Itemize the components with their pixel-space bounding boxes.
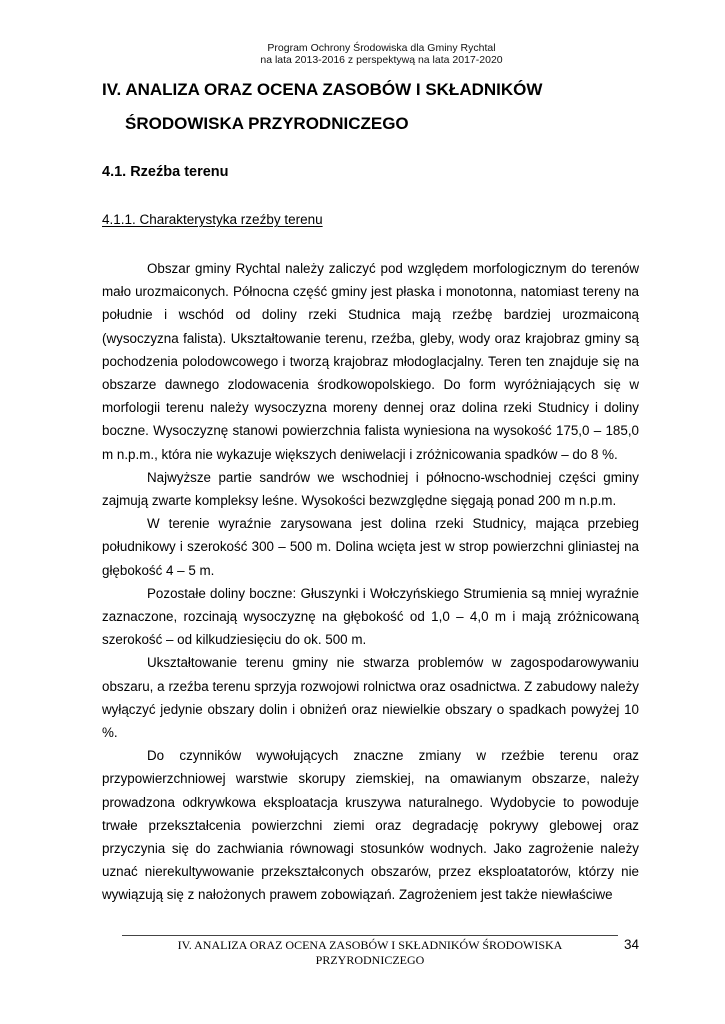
paragraph: Najwyższe partie sandrów we wschodniej i północno-wschodniej części gminy zajmują zwarte kompleksy leśne. Wysokości bezwzględne sięgają ponad 200 m n.p.m.: [102, 469, 639, 509]
paragraph: Obszar gminy Rychtal należy zaliczyć pod względem morfologicznym do terenów mało urozmaiconych. Północna część gminy jest płaska i monotonna, natomiast tereny na południe i wschód od doliny rzeki Studnica mają rzeźbę bardziej urozmaiconą (wysoczyzna falista). Ukształtowanie terenu, rzeźba, gleby, wody oraz krajobraz gminy są pochodzenia polodowcowego i tworzą krajobraz młodoglacjalny. Teren ten znajduje się na obszarze dawnego zlodowacenia środkowopolskiego. Do form wyróżniających się w morfologii terenu należy wysoczyzna moreny dennej oraz dolina rzeki Studnicy i doliny boczne. Wysoczyznę stanowi powierzchnia falista wyniesiona na wysokość 175,0 – 185,0 m n.p.m., która nie wykazuje większych deniwelacji i zróżnicowania spadków – do 8 %.: [102, 261, 639, 462]
running-footer: [122, 938, 618, 968]
page-number: 34: [624, 937, 640, 952]
header-line-1: Program Ochrony Środowiska dla Gminy Rychtal: [267, 42, 496, 54]
header-line-2: na lata 2013-2016 z perspektywą na lata 2017-2020: [260, 54, 503, 66]
footer-line-1: IV. ANALIZA ORAZ OCENA ZASOBÓW I SKŁADNIKÓW ŚRODOWISKA: [177, 938, 563, 952]
subsection-heading: 4.1.1. Charakterystyka rzeźby terenu: [102, 212, 323, 227]
body-text: [102, 257, 639, 907]
paragraph: Pozostałe doliny boczne: Głuszynki i Wołczyńskiego Strumienia są mniej wyraźnie zaznaczone, rozcinają wysoczyznę na głębokość od 1,0 – 4,0 m i mają zróżnicowaną szerokość – od kilkudziesięciu do ok. 500 m.: [102, 585, 639, 648]
running-header: [0, 42, 725, 66]
section-heading: 4.1. Rzeźba terenu: [102, 164, 229, 180]
paragraph: Ukształtowanie terenu gminy nie stwarza problemów w zagospodarowywaniu obszaru, a rzeźba terenu sprzyja rozwojowi rolnictwa oraz osadnictwa. Z zabudowy należy wyłączyć jedynie obszary dolin i obniżeń oraz niewielkie obszary o spadkach powyżej 10 %.: [102, 655, 639, 741]
chapter-title-line-1: IV. ANALIZA ORAZ OCENA ZASOBÓW I SKŁADNIKÓW: [102, 80, 543, 99]
chapter-title-line-2: ŚRODOWISKA PRZYRODNICZEGO: [125, 114, 409, 133]
paragraph: Do czynników wywołujących znaczne zmiany w rzeźbie terenu oraz przypowierzchniowej warstwie skorupy ziemskiej, na omawianym obszarze, należy prowadzona odkrywkowa eksploatacja kruszywa naturalnego. Wydobycie to powoduje trwałe przekształcenia powierzchni ziemi oraz degradację pokrywy glebowej oraz przyczynia się do zachwiania równowagi stosunków wodnych. Jako zagrożenie należy uznać nierekultywowanie przekształconych obszarów, przez eksploatatorów, którzy nie wywiązują się z nałożonych prawem zobowiązań. Zagrożeniem jest także niewłaściwe: [102, 748, 639, 903]
footer-line-2: PRZYRODNICZEGO: [315, 953, 425, 967]
footer-divider: [122, 935, 618, 936]
paragraph: W terenie wyraźnie zarysowana jest dolina rzeki Studnicy, mająca przebieg południkowy i szerokość 300 – 500 m. Dolina wcięta jest w strop powierzchni gliniastej na głębokość 4 – 5 m.: [102, 516, 639, 578]
